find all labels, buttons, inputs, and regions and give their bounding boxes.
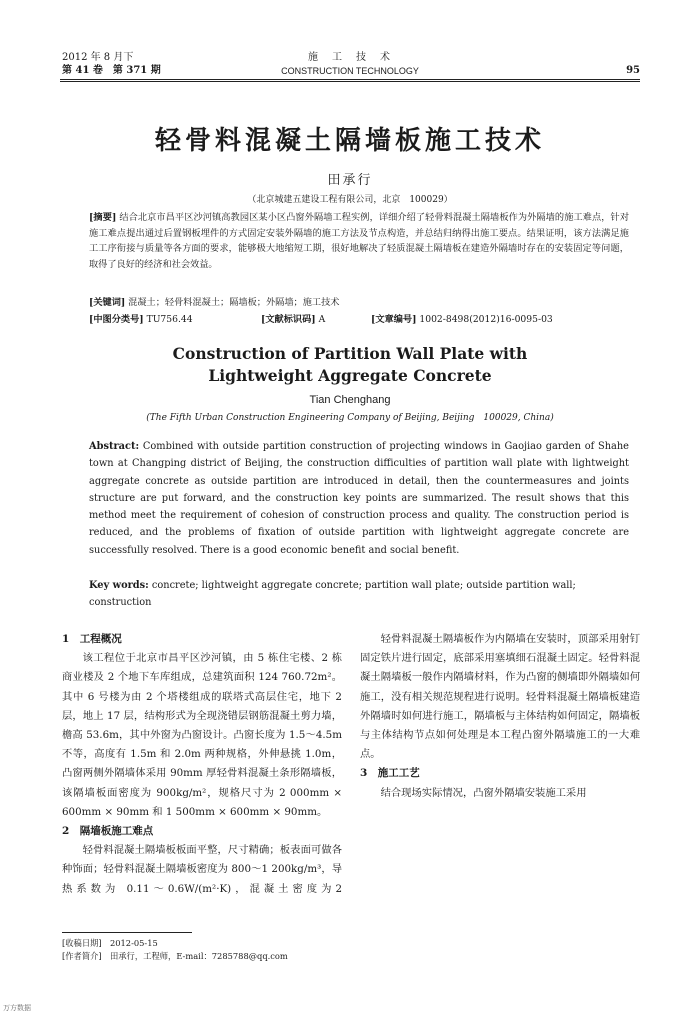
author-cn: 田承行 — [327, 173, 373, 188]
title-en-line-2: Lightweight Aggregate Concrete — [208, 366, 492, 385]
volume-issue: 第 41 卷 第 371 期 — [62, 65, 161, 76]
keywords-en-label: Key words: — [89, 580, 149, 591]
body-right-column — [360, 630, 640, 803]
watermark: 万方数据 — [3, 1004, 31, 1012]
section-3-heading: 3 施工工艺 — [360, 767, 420, 780]
journal-name-en: CONSTRUCTION TECHNOLOGY — [281, 66, 419, 76]
header-rule — [60, 79, 640, 80]
keywords-cn — [89, 295, 629, 310]
section-2-paragraph-1: 轻骨料混凝土隔墙板板面平整，尺寸精确；板表面可做各种饰面；轻骨料混凝土隔墙板密度为 800～1 200kg/m³，导热系数为 0.11～0.6W/(m²·K)，混凝土密度为2 — [62, 844, 342, 895]
footnote-rule — [62, 932, 192, 933]
author-en: Tian Chenghang — [309, 394, 391, 406]
abstract-cn — [89, 210, 629, 272]
section-1-paragraph: 该工程位于北京市昌平区沙河镇，由 5 栋住宅楼、2 栋商业楼及 2 个地下车库组成，总建筑面积 124 760.72m²。其中 6 号楼为由 2 个塔楼组成的联塔式高层住宅，地下 2 层，地上 17 层，结构形式为全现浇错层钢筋混凝土剪力墙，檐高 53.6m，其中外窗为凸窗设计。凸窗长度为 1.5～4.5m 不等，高度有 1.5m 和 2.0m 两种规格，外伸悬挑 1.0m，凸窗两侧外隔墙体采用 90mm 厚轻骨料混凝土条形隔墙板，该隔墙板面密度为 900kg/m²，规格尺寸为 2 000mm × 600mm × 90mm 和 1 500mm × 600mm × 90mm。 — [62, 652, 342, 818]
received-date: [收稿日期] 2012-05-15 — [62, 938, 158, 948]
footnote — [62, 937, 342, 962]
section-3-paragraph: 结合现场实际情况，凸窗外隔墙安装施工采用 — [380, 786, 587, 799]
abstract-cn-text: 结合北京市昌平区沙河镇高教园区某小区凸窗外隔墙工程实例，详细介绍了轻骨料混凝土隔墙板作为外隔墙的施工难点，针对施工难点提出通过后置钢板埋件的方式固定安装外隔墙的施工方法及节点构造，并总结归纳得出施工要点。结果证明，该方法满足施工工序衔接与质量等各方面的要求，能够极大地缩短工期，很好地解决了轻质混凝土隔墙板在建造外隔墙时存在的安装固定等问题，取得了良好的经济和社会效益。 — [89, 212, 630, 270]
article-title-en — [0, 343, 700, 387]
section-2-paragraph-2: 轻骨料混凝土隔墙板作为内隔墙在安装时，顶部采用射钉固定铁片进行固定，底部采用塞填细石混凝土固定。轻骨料混凝土隔墙板一般作内隔墙材料，作为凸窗的侧墙即外隔墙如何施工，没有相关规范规程进行说明。轻骨料混凝土隔墙板建造外隔墙时如何进行施工，隔墙板与主体结构如何固定，隔墙板与主体结构节点如何处理是本工程凸窗外隔墙施工的一大难点。 — [360, 633, 640, 761]
keywords-cn-label: [关键词] — [89, 297, 126, 308]
article-title-cn: 轻骨料混凝土隔墙板施工技术 — [154, 126, 545, 156]
title-en-line-1: Construction of Partition Wall Plate with — [172, 344, 528, 363]
clc-code: [中图分类号] TU756.44 — [89, 314, 193, 325]
affiliation-cn: （北京城建五建设工程有限公司，北京 100029） — [247, 195, 453, 205]
header-rule-thin — [60, 81, 640, 82]
abstract-en-text: Combined with outside partition construction of projecting windows in Gaojiao garden of Shahe town at Changping district of Beijing, the construction difficulties of partition wall plate with lightweight aggregate concrete as outside partition are introduced in detail, then the countermeasures and joints structure are put forward, and the construction key points are summarized. The result shows that this method meet the requirement of cohesion of construction process and quality. The construction period is reduced, and the problems of fixation of outside partition with lightweight aggregate concrete are successfully resolved. There is a good economic benefit and social benefit. — [89, 441, 629, 556]
affiliation-en: (The Fifth Urban Construction Engineering Company of Beijing, Beijing 100029, China) — [146, 413, 554, 423]
body-left-column — [62, 630, 342, 899]
abstract-cn-label: [摘要] — [89, 212, 117, 223]
issue-date: 2012 年 8 月下 — [62, 52, 134, 63]
keywords-en — [89, 577, 629, 612]
page-number: 95 — [626, 65, 640, 76]
author-bio: [作者简介] 田承行，工程师，E-mail：7285788@qq.com — [62, 950, 288, 961]
article-number: [文章编号] 1002-8498(2012)16-0095-03 — [371, 314, 553, 325]
keywords-en-text: concrete; lightweight aggregate concrete; partition wall plate; outside partition wall; construction — [89, 580, 576, 609]
section-2-heading: 2 隔墙板施工难点 — [62, 825, 154, 838]
section-1-heading: 1 工程概况 — [62, 633, 122, 645]
keywords-cn-text: 混凝土；轻骨料混凝土；隔墙板；外隔墙；施工技术 — [128, 297, 340, 308]
abstract-en-label: Abstract: — [89, 441, 140, 452]
abstract-en — [89, 438, 629, 559]
doc-code: [文献标识码] A — [261, 314, 326, 325]
journal-name-cn: 施 工 技 术 — [308, 52, 392, 63]
